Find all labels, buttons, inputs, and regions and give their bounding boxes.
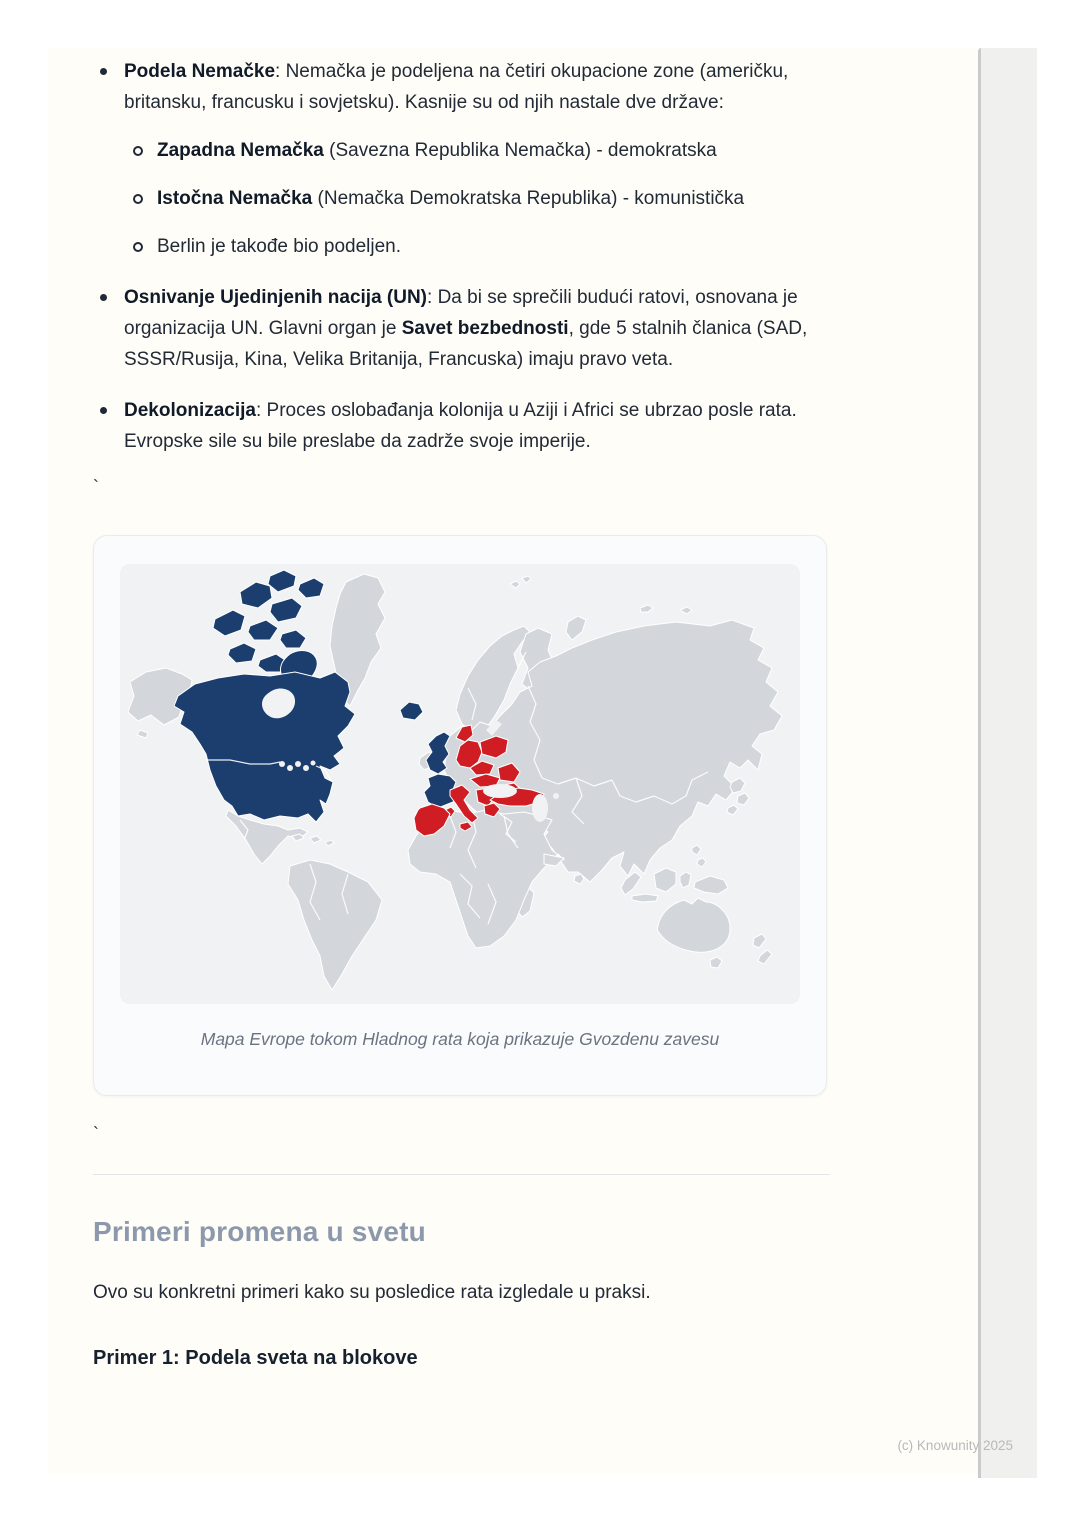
sub-bullet-list — [124, 135, 830, 262]
list-text: , gde 5 stalnih članica (SAD, SSSR/Rusija, Kina, Velika Britanija, Francuska) imaju pravo veta. — [124, 318, 808, 370]
bullet-circle-icon — [133, 146, 143, 156]
bold-term: Istočna Nemačka — [157, 188, 313, 209]
list-item — [93, 395, 830, 457]
list-item — [124, 231, 830, 262]
example-title: Primer 1: Podela sveta na blokove — [93, 1347, 418, 1369]
bullet-disc-icon — [100, 407, 107, 414]
map-nato-countries — [174, 570, 458, 822]
stray-backtick: ` — [93, 1124, 99, 1144]
list-text: : Da bi se sprečili budući ratovi, osnovana je organizacija UN. Glavni organ je — [124, 287, 798, 339]
map-figure-card — [93, 535, 827, 1096]
section-heading: Primeri promena u svetu — [93, 1216, 426, 1247]
bold-term: Osnivanje Ujedinjenih nacija (UN) — [124, 287, 428, 308]
bullet-circle-icon — [133, 194, 143, 204]
list-item — [93, 282, 830, 375]
list-text: (Savezna Republika Nemačka) - demokratska — [323, 140, 717, 161]
bold-term: Zapadna Nemačka — [157, 140, 324, 161]
bold-term: Savet bezbednosti — [401, 318, 569, 339]
bold-term: Dekolonizacija — [124, 400, 256, 421]
map-caption: Mapa Evrope tokom Hladnog rata koja prikazuje Gvozdenu zavesu — [200, 1029, 720, 1049]
list-text: (Nemačka Demokratska Republika) - komunistička — [312, 188, 745, 209]
stray-backtick: ` — [93, 477, 99, 497]
list-item — [124, 183, 830, 214]
list-text: : Nemačka je podeljena na četiri okupacione zone (američku, britansku, francusku i sovjetsku). Kasnije su od njih nastale dve države: — [124, 61, 789, 113]
document-page — [48, 48, 978, 1474]
bold-term: Podela Nemačke — [124, 61, 276, 82]
list-item — [124, 135, 830, 166]
section-divider — [93, 1174, 830, 1175]
section-intro: Ovo su konkretni primeri kako su posledice rata izgledale u praksi. — [93, 1282, 651, 1303]
bullet-disc-icon — [100, 294, 107, 301]
bullet-disc-icon — [100, 68, 107, 75]
list-item — [93, 56, 830, 262]
bullet-list — [93, 56, 830, 457]
page-content — [48, 48, 830, 1374]
next-page-edge[interactable] — [978, 48, 1037, 1478]
watermark: (c) Knowunity 2025 — [897, 1438, 1013, 1453]
cold-war-map-svg — [120, 564, 800, 1004]
world-map — [120, 564, 800, 1004]
list-text: : Proces oslobađanja kolonija u Aziji i Africi se ubrzao posle rata. Evropske sile su bile preslabe da zadrže svoje imperije. — [124, 400, 797, 452]
list-text: Berlin je takođe bio podeljen. — [157, 236, 402, 257]
bullet-circle-icon — [133, 242, 143, 252]
